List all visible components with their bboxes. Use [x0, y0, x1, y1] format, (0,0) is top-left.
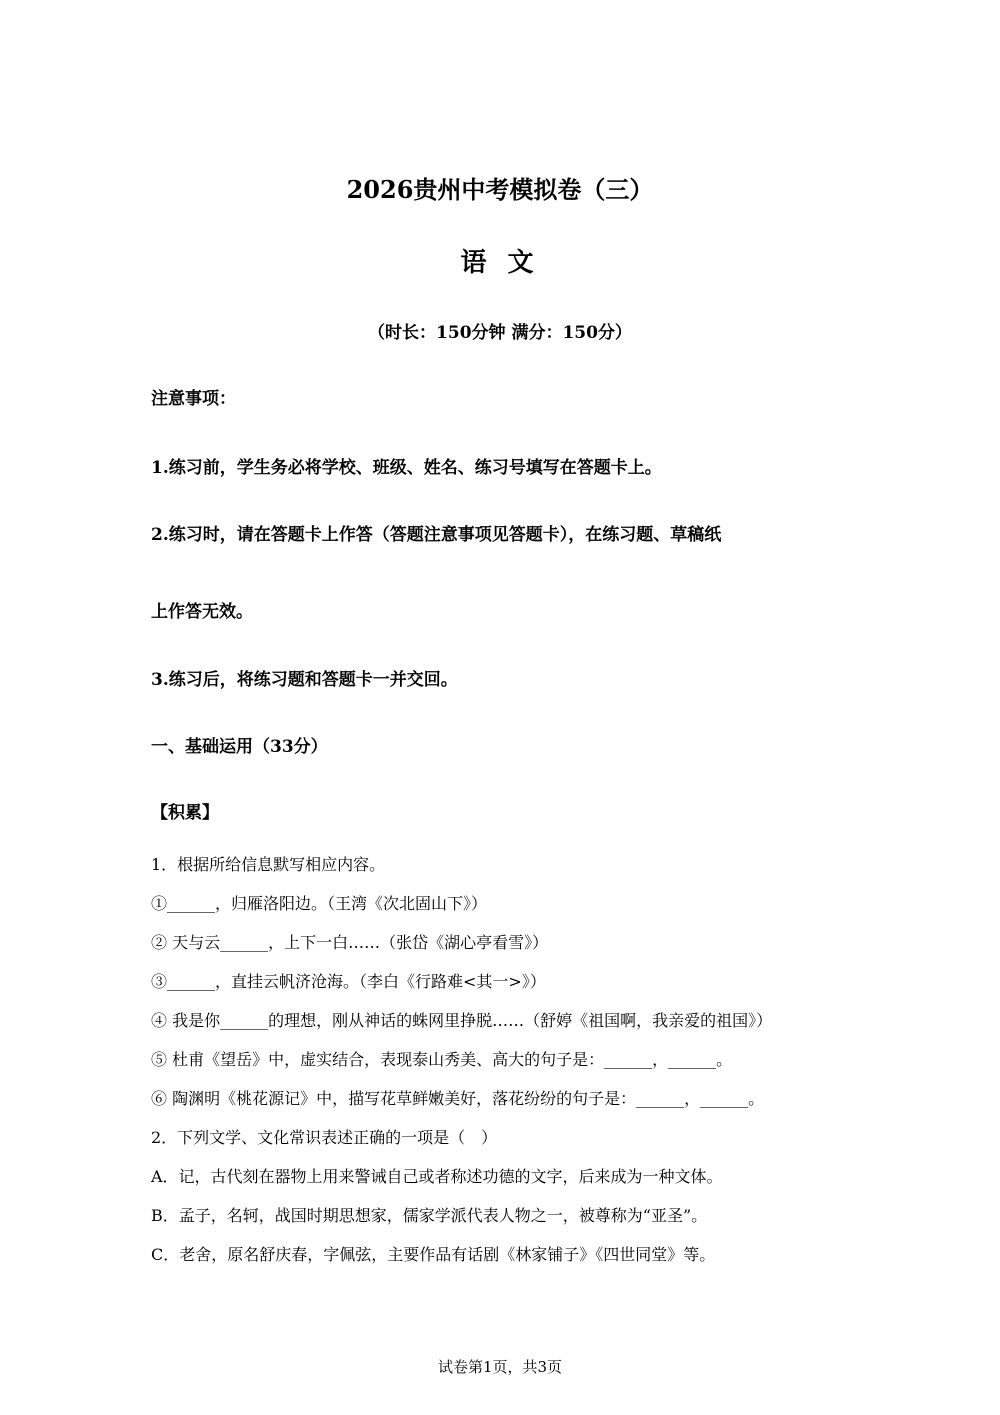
question-1-item: ④ 我是你______的理想，刚从神话的蛛网里挣脱……（舒婷《祖国啊，我亲爱的祖国》） — [151, 1011, 773, 1030]
question-2-stem: 2．下列文学、文化常识表述正确的一项是（ ） — [151, 1128, 498, 1147]
section-subheading: 【积累】 — [151, 803, 219, 823]
exam-duration: （时长：150分钟 满分：150分） — [368, 323, 632, 343]
question-1-stem: 1．根据所给信息默写相应内容。 — [151, 855, 386, 874]
question-2-option: B．孟子，名轲，战国时期思想家，儒家学派代表人物之一，被尊称为“亚圣”。 — [151, 1206, 708, 1225]
question-1-item: ③______，直挂云帆济沧海。（李白《行路难<其一>》） — [151, 972, 546, 991]
question-2-option: A．记，古代刻在器物上用来警诫自己或者称述功德的文字，后来成为一种文体。 — [151, 1167, 723, 1186]
notice-item-1: 1.练习前，学生务必将学校、班级、姓名、练习号填写在答题卡上。 — [151, 458, 662, 478]
question-1-item: ② 天与云______，上下一白……（张岱《湖心亭看雪》） — [151, 933, 549, 952]
page-title: 2026贵州中考模拟卷（三） — [346, 175, 654, 204]
question-2-option: C．老舍，原名舒庆春，字佩弦，主要作品有话剧《林家铺子》《四世同堂》等。 — [151, 1245, 716, 1264]
subject-title: 语 文 — [460, 248, 540, 278]
notice-heading: 注意事项： — [151, 389, 236, 409]
notice-item-2: 2.练习时，请在答题卡上作答（答题注意事项见答题卡），在练习题、草稿纸 — [151, 525, 722, 545]
question-1-item: ①______，归雁洛阳边。（王湾《次北固山下》） — [151, 894, 488, 913]
question-1-item: ⑥ 陶渊明《桃花源记》中，描写花草鲜嫩美好，落花纷纷的句子是：______，______。 — [151, 1089, 765, 1108]
question-1-item: ⑤ 杜甫《望岳》中，虚实结合，表现泰山秀美、高大的句子是：______，______。 — [151, 1050, 733, 1069]
page-footer: 试卷第1页，共3页 — [437, 1358, 563, 1376]
notice-item-3: 3.练习后，将练习题和答题卡一并交回。 — [151, 670, 458, 690]
section-heading: 一、基础运用（33分） — [151, 737, 328, 757]
notice-item-2-cont: 上作答无效。 — [151, 602, 253, 622]
